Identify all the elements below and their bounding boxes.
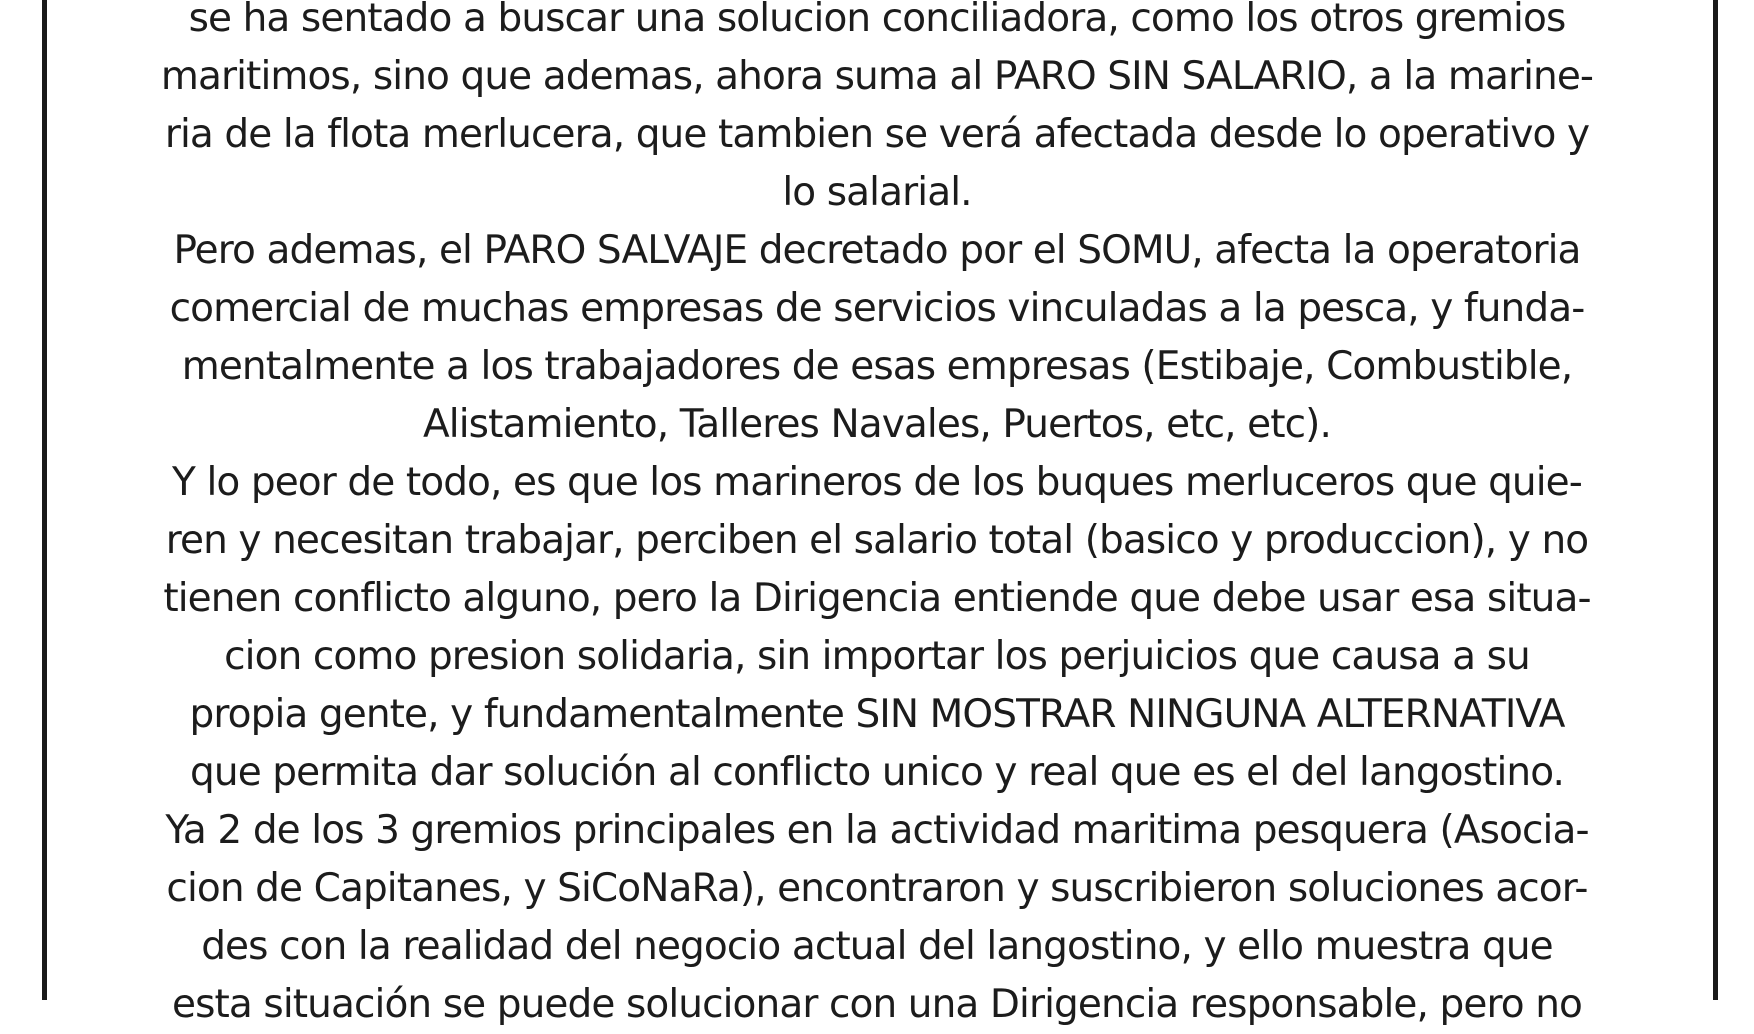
text-line: tienen conflicto alguno, pero la Dirigencia entiende que debe usar esa situa- xyxy=(163,576,1591,621)
text-line: Alistamiento, Talleres Navales, Puertos, etc, etc). xyxy=(423,402,1331,447)
text-line: que permita dar solución al conflicto unico y real que es el del langostino. xyxy=(190,750,1564,795)
text-line: propia gente, y fundamentalmente SIN MOSTRAR NINGUNA ALTERNATIVA xyxy=(189,692,1565,737)
text-line: maritimos, sino que ademas, ahora suma al PARO SIN SALARIO, a la marine- xyxy=(160,54,1594,99)
frame-border-right xyxy=(1713,0,1718,1000)
text-line: comercial de muchas empresas de servicios vinculadas a la pesca, y funda- xyxy=(169,286,1585,331)
text-line: ren y necesitan trabajar, perciben el salario total (basico y produccion), y no xyxy=(165,518,1589,563)
body-text xyxy=(100,0,1654,1034)
frame-border-left xyxy=(42,0,47,1000)
text-line: mentalmente a los trabajadores de esas empresas (Estibaje, Combustible, xyxy=(181,344,1573,389)
text-line: Y lo peor de todo, es que los marineros de los buques merluceros que quie- xyxy=(172,460,1582,505)
text-line: ria de la flota merlucera, que tambien se verá afectada desde lo operativo y xyxy=(164,112,1590,157)
text-line: des con la realidad del negocio actual del langostino, y ello muestra que xyxy=(201,924,1553,969)
text-line: cion como presion solidaria, sin importar los perjuicios que causa a su xyxy=(224,634,1530,679)
text-line: se ha sentado a buscar una solucion conciliadora, como los otros gremios xyxy=(188,0,1566,41)
text-line: esta situación se puede solucionar con una Dirigencia responsable, pero no xyxy=(172,982,1582,1027)
text-line: lo salarial. xyxy=(782,170,972,215)
text-line: Pero ademas, el PARO SALVAJE decretado por el SOMU, afecta la operatoria xyxy=(173,228,1581,273)
text-line: cion de Capitanes, y SiCoNaRa), encontraron y suscribieron soluciones acor- xyxy=(166,866,1588,911)
text-line: Ya 2 de los 3 gremios principales en la actividad maritima pesquera (Asocia- xyxy=(165,808,1589,853)
